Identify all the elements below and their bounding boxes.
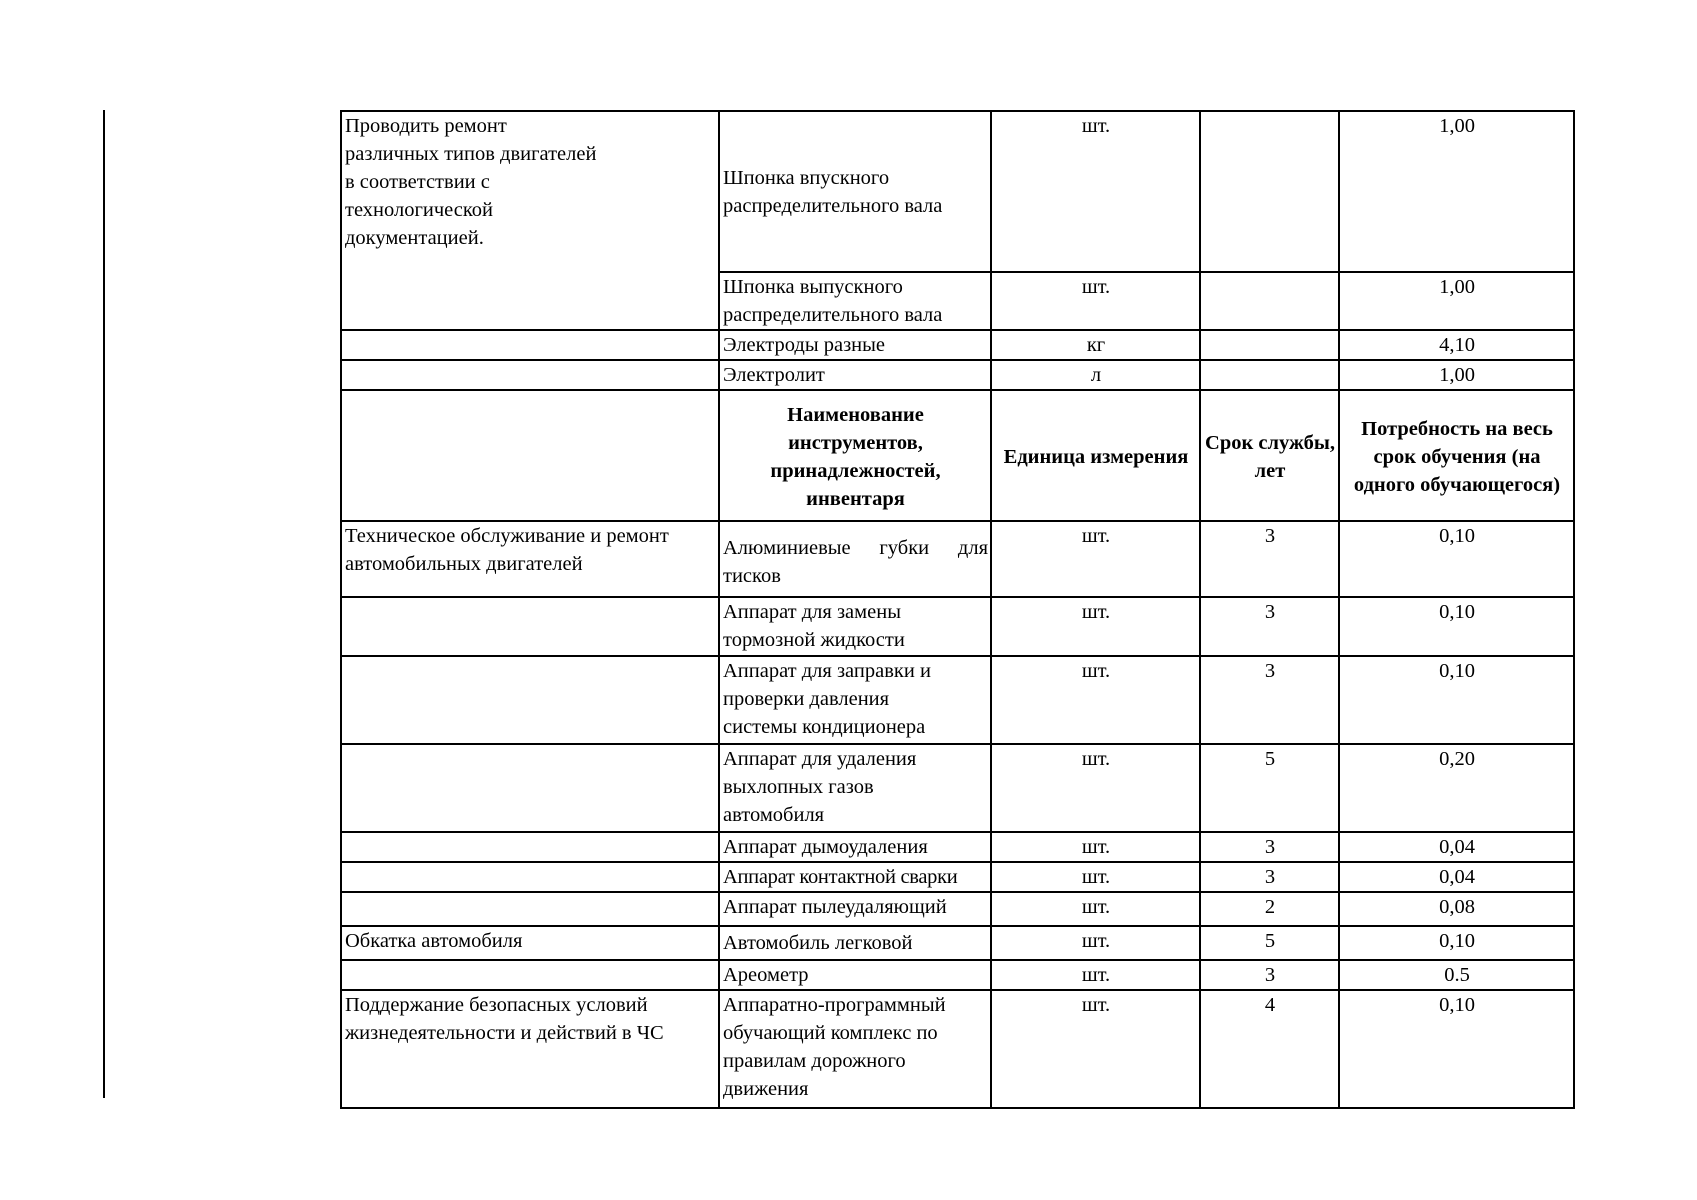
unit-cell: шт. (991, 744, 1200, 832)
unit-cell: шт. (991, 990, 1200, 1108)
term-cell: 4 (1200, 990, 1339, 1108)
term-cell (1200, 360, 1339, 390)
table-row (341, 360, 1574, 390)
section-cell (341, 744, 719, 832)
header-unit: Единица измерения (991, 390, 1200, 521)
unit-cell: шт. (991, 862, 1200, 892)
table-row (341, 862, 1574, 892)
header-term: Срок службы, лет (1200, 390, 1339, 521)
term-cell: 3 (1200, 960, 1339, 990)
section-cell (341, 960, 719, 990)
term-cell: 3 (1200, 656, 1339, 744)
term-cell (1200, 330, 1339, 360)
section-cell (341, 862, 719, 892)
header-name: Наименование инструментов, принадлежностей, инвентаря (719, 390, 991, 521)
item-name-cell: Шпонка впускного распределительного вала (719, 111, 991, 272)
term-cell: 3 (1200, 521, 1339, 597)
item-name-cell: Аппарат для заправки и проверки давления системы кондиционера (719, 656, 991, 744)
item-name-cell: Алюминиевые губки для тисков (719, 521, 991, 597)
unit-cell: шт. (991, 926, 1200, 960)
table-row (341, 832, 1574, 862)
unit-cell: шт. (991, 656, 1200, 744)
item-name-cell: Аппарат контактной сварки (719, 862, 991, 892)
unit-cell: шт. (991, 272, 1200, 330)
need-cell: 0,10 (1339, 656, 1574, 744)
table-row (341, 990, 1574, 1108)
section-cell (341, 597, 719, 656)
item-name-cell: Электролит (719, 360, 991, 390)
table-row (341, 960, 1574, 990)
table-row (341, 330, 1574, 360)
equipment-table (340, 110, 1575, 1109)
need-cell: 0,10 (1339, 990, 1574, 1108)
left-margin-line (103, 110, 105, 1098)
unit-cell: л (991, 360, 1200, 390)
item-name-cell: Ареометр (719, 960, 991, 990)
term-cell: 2 (1200, 892, 1339, 926)
term-cell (1200, 272, 1339, 330)
need-cell: 0,04 (1339, 862, 1574, 892)
section-cell (341, 360, 719, 390)
item-name-cell: Шпонка выпускного распределительного вала (719, 272, 991, 330)
header-empty-cell (341, 390, 719, 521)
section-cell (341, 832, 719, 862)
unit-cell: кг (991, 330, 1200, 360)
table-row (341, 597, 1574, 656)
need-cell: 1,00 (1339, 111, 1574, 272)
table-row (341, 892, 1574, 926)
table-row (341, 926, 1574, 960)
unit-cell: шт. (991, 832, 1200, 862)
unit-cell: шт. (991, 597, 1200, 656)
need-cell: 0,08 (1339, 892, 1574, 926)
section-cell (341, 656, 719, 744)
section-cell (341, 330, 719, 360)
section-cell: Поддержание безопасных условий жизнедеятельности и действий в ЧС (341, 990, 719, 1108)
need-cell: 1,00 (1339, 272, 1574, 330)
need-cell: 0,20 (1339, 744, 1574, 832)
unit-cell: шт. (991, 892, 1200, 926)
need-cell: 0,10 (1339, 597, 1574, 656)
section-cell: Проводить ремонт различных типов двигателей в соответствии с технологической документацией. (341, 111, 719, 330)
need-cell: 1,00 (1339, 360, 1574, 390)
item-name-cell: Аппарат для удаления выхлопных газов автомобиля (719, 744, 991, 832)
term-cell: 5 (1200, 744, 1339, 832)
table-row (341, 656, 1574, 744)
item-name-cell: Аппаратно-программный обучающий комплекс по правилам дорожного движения (719, 990, 991, 1108)
table-row (341, 521, 1574, 597)
header-need: Потребность на весь срок обучения (на одного обучающегося) (1339, 390, 1574, 521)
item-name-cell: Аппарат дымоудаления (719, 832, 991, 862)
table-row (341, 111, 1574, 272)
need-cell: 4,10 (1339, 330, 1574, 360)
section-cell (341, 892, 719, 926)
term-cell: 3 (1200, 597, 1339, 656)
item-name-cell: Аппарат пылеудаляющий (719, 892, 991, 926)
term-cell (1200, 111, 1339, 272)
term-cell: 3 (1200, 832, 1339, 862)
term-cell: 3 (1200, 862, 1339, 892)
need-cell: 0,10 (1339, 521, 1574, 597)
item-name-cell: Аппарат для замены тормозной жидкости (719, 597, 991, 656)
item-name-cell: Электроды разные (719, 330, 991, 360)
unit-cell: шт. (991, 521, 1200, 597)
table-row (341, 744, 1574, 832)
need-cell: 0,10 (1339, 926, 1574, 960)
need-cell: 0.5 (1339, 960, 1574, 990)
item-name-cell: Автомобиль легковой (719, 926, 991, 960)
unit-cell: шт. (991, 960, 1200, 990)
section-cell: Обкатка автомобиля (341, 926, 719, 960)
term-cell: 5 (1200, 926, 1339, 960)
header-row (341, 390, 1574, 521)
section-cell: Техническое обслуживание и ремонт автомобильных двигателей (341, 521, 719, 597)
need-cell: 0,04 (1339, 832, 1574, 862)
unit-cell: шт. (991, 111, 1200, 272)
